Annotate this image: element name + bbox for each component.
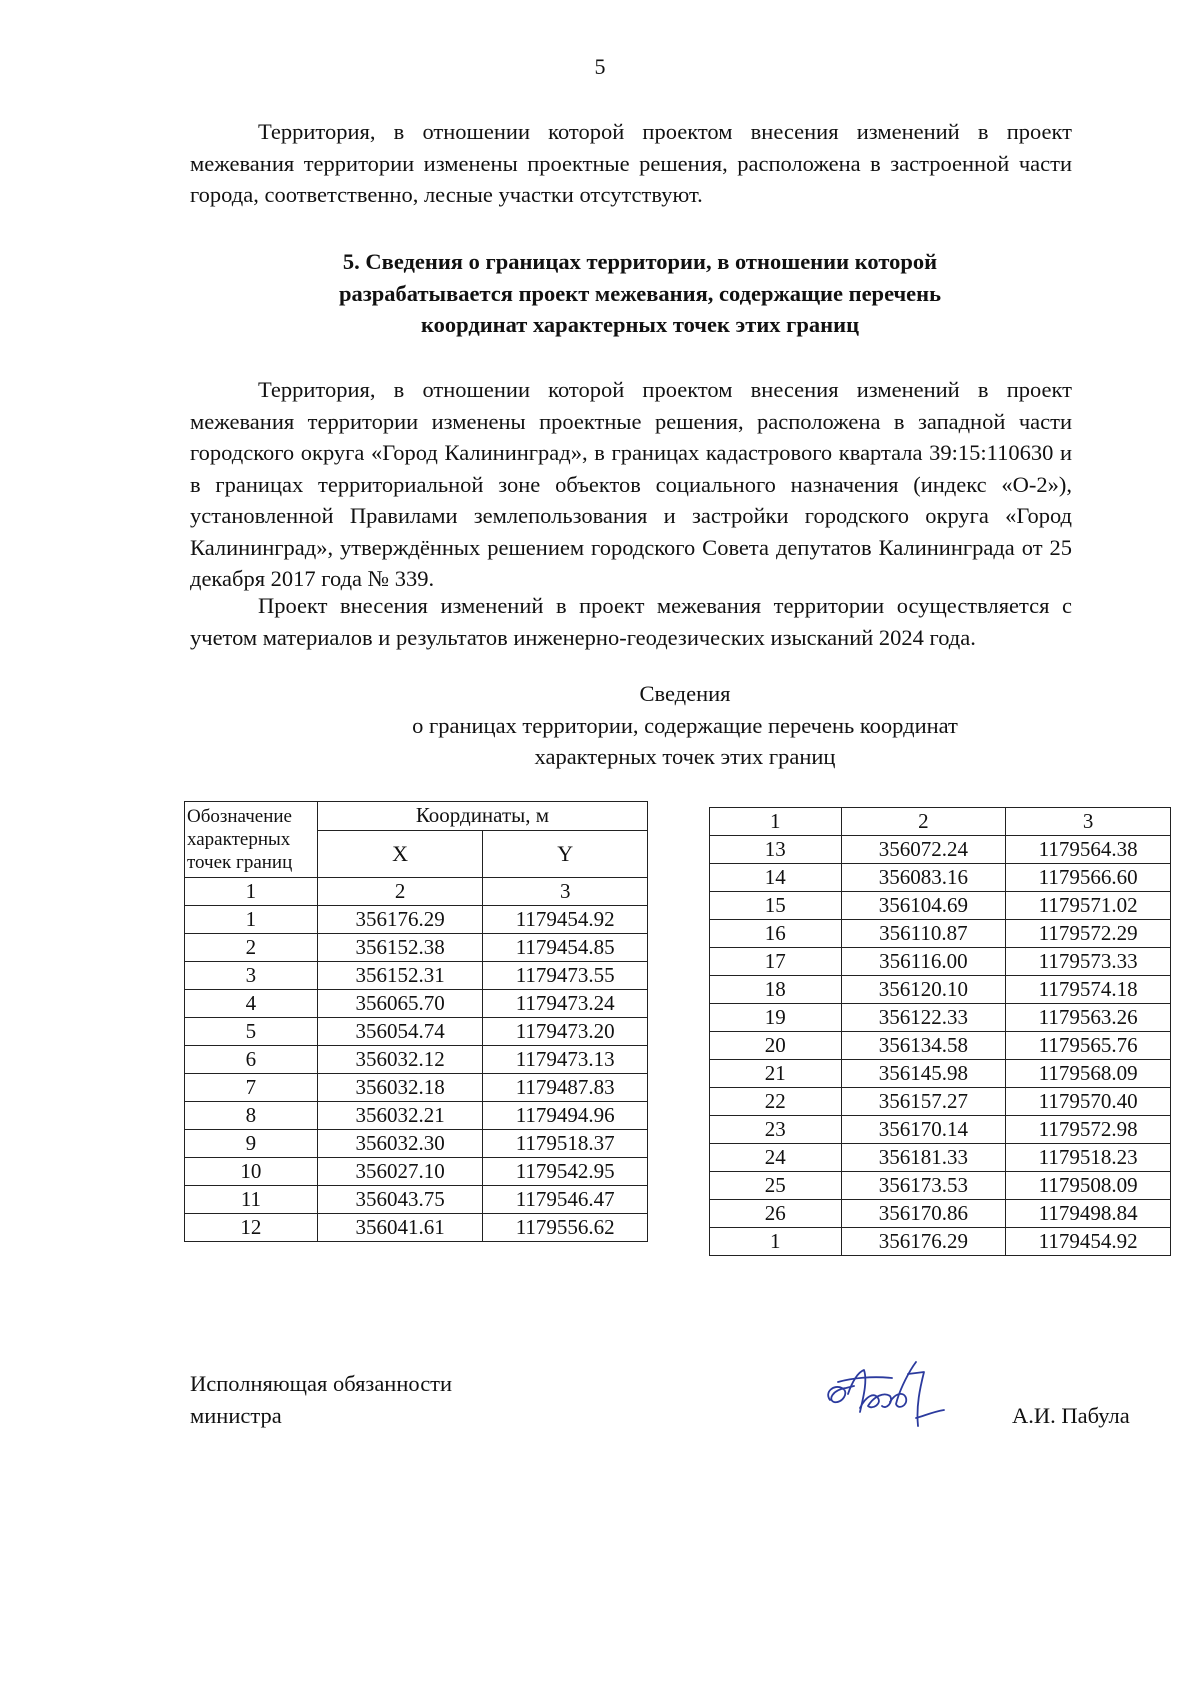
point-id: 5: [185, 1018, 318, 1046]
point-id: 25: [710, 1172, 842, 1200]
table-row: [185, 1046, 648, 1074]
point-id: 17: [710, 948, 842, 976]
y-value: 1179494.96: [483, 1102, 648, 1130]
x-value: 356104.69: [841, 892, 1006, 920]
table-row: [185, 1102, 648, 1130]
signature-stroke: [860, 1394, 891, 1408]
handwritten-signature: [812, 1352, 962, 1452]
signature-stroke: [848, 1370, 865, 1412]
x-value: 356041.61: [317, 1214, 483, 1242]
table-row: [710, 1116, 1171, 1144]
table-row: [710, 1004, 1171, 1032]
signatory-title: [190, 1368, 452, 1432]
point-id: 7: [185, 1074, 318, 1102]
caption-line: о границах территории, содержащие перечень координат: [412, 712, 958, 738]
x-value: 356152.31: [317, 962, 483, 990]
section-heading-line: 5. Сведения о границах территории, в отношении которой: [342, 249, 938, 274]
point-id: 24: [710, 1144, 842, 1172]
coords-header: Координаты, м: [317, 802, 647, 831]
coordinates-table-left: [184, 801, 648, 1242]
table-row: [710, 1032, 1171, 1060]
x-value: 356157.27: [841, 1088, 1006, 1116]
y-value: 1179518.23: [1006, 1144, 1171, 1172]
x-value: 356065.70: [317, 990, 483, 1018]
point-id: 6: [185, 1046, 318, 1074]
y-value: 1179473.13: [483, 1046, 648, 1074]
y-value: 1179498.84: [1006, 1200, 1171, 1228]
territory-paragraph: Территория, в отношении которой проектом внесения изменений в проект межевания территории изменены проектные решения, расположена в западной части городского округа «Город Калининград», в границах кадастрового квартала 39:15:110630 и в границах территориальной зоне объектов социального назначения (индекс «О-2»), установленной Правилами землепользования и застройки городского округа «Город Калининград», утверждённых решением городского Совета депутатов Калининграда от 25 декабря 2017 года № 339.: [190, 377, 1072, 591]
caption-line: характерных точек этих границ: [534, 744, 836, 769]
point-id: 10: [185, 1158, 318, 1186]
y-value: 1179574.18: [1006, 976, 1171, 1004]
y-value: 1179546.47: [483, 1186, 648, 1214]
x-value: 356170.14: [841, 1116, 1006, 1144]
y-value: 1179563.26: [1006, 1004, 1171, 1032]
x-value: 356170.86: [841, 1200, 1006, 1228]
y-value: 1179571.02: [1006, 892, 1171, 920]
table-row: [710, 920, 1171, 948]
x-value: 356054.74: [317, 1018, 483, 1046]
table-row: [710, 948, 1171, 976]
x-value: 356032.30: [317, 1130, 483, 1158]
point-id: 9: [185, 1130, 318, 1158]
table-row: [710, 1200, 1171, 1228]
y-value: 1179556.62: [483, 1214, 648, 1242]
signature-strokes: [828, 1362, 944, 1426]
y-value: 1179572.29: [1006, 920, 1171, 948]
table-row: [710, 1172, 1171, 1200]
y-value: 1179473.55: [483, 962, 648, 990]
point-id: 12: [185, 1214, 318, 1242]
x-value: 356173.53: [841, 1172, 1006, 1200]
caption-line: Сведения: [639, 681, 731, 706]
x-value: 356152.38: [317, 934, 483, 962]
table-row: [710, 836, 1171, 864]
y-value: 1179454.92: [1006, 1228, 1171, 1256]
x-value: 356032.12: [317, 1046, 483, 1074]
x-value: 356176.29: [841, 1228, 1006, 1256]
y-header: Y: [483, 830, 648, 877]
table-row: [185, 962, 648, 990]
x-value: 356134.58: [841, 1032, 1006, 1060]
table-row: [710, 1144, 1171, 1172]
table-row: [710, 1228, 1171, 1256]
y-value: 1179508.09: [1006, 1172, 1171, 1200]
y-value: 1179454.85: [483, 934, 648, 962]
table-row: [185, 990, 648, 1018]
intro-paragraph: Территория, в отношении которой проектом внесения изменений в проект межевания территории изменены проектные решения, расположена в застроенной части города, соответственно, лесные участки отсутствуют.: [190, 119, 1072, 207]
point-id: 1: [710, 1228, 842, 1256]
column-number: 2: [317, 878, 483, 906]
survey-paragraph: Проект внесения изменений в проект межевания территории осуществляется с учетом материалов и результатов инженерно-геодезических изысканий 2024 года.: [190, 593, 1072, 650]
point-id: 13: [710, 836, 842, 864]
point-id: 3: [185, 962, 318, 990]
column-number: 2: [841, 808, 1006, 836]
point-id: 18: [710, 976, 842, 1004]
coordinates-table-right: [709, 807, 1171, 1256]
signatory-name: А.И. Пабула: [1012, 1403, 1130, 1428]
point-id: 11: [185, 1186, 318, 1214]
y-value: 1179572.98: [1006, 1116, 1171, 1144]
y-value: 1179473.24: [483, 990, 648, 1018]
y-value: 1179518.37: [483, 1130, 648, 1158]
y-value: 1179542.95: [483, 1158, 648, 1186]
y-value: 1179566.60: [1006, 864, 1171, 892]
point-id: 21: [710, 1060, 842, 1088]
table-row: [185, 1214, 648, 1242]
table-row: [185, 1074, 648, 1102]
x-value: 356043.75: [317, 1186, 483, 1214]
point-id: 4: [185, 990, 318, 1018]
x-value: 356122.33: [841, 1004, 1006, 1032]
page-number: 5: [594, 54, 606, 79]
point-id: 15: [710, 892, 842, 920]
y-value: 1179454.92: [483, 906, 648, 934]
point-id: 16: [710, 920, 842, 948]
y-value: 1179570.40: [1006, 1088, 1171, 1116]
y-value: 1179573.33: [1006, 948, 1171, 976]
section-heading: [190, 246, 1090, 341]
point-id: 19: [710, 1004, 842, 1032]
y-value: 1179473.20: [483, 1018, 648, 1046]
point-id: 14: [710, 864, 842, 892]
point-id: 23: [710, 1116, 842, 1144]
x-header: X: [317, 830, 483, 877]
table-row: [710, 1088, 1171, 1116]
column-number: 3: [483, 878, 648, 906]
x-value: 356032.21: [317, 1102, 483, 1130]
signatory-title-line: Исполняющая обязанности: [190, 1371, 453, 1396]
point-id: 22: [710, 1088, 842, 1116]
x-value: 356181.33: [841, 1144, 1006, 1172]
signature-stroke: [890, 1362, 916, 1407]
table-row: [185, 1018, 648, 1046]
column-number: 1: [185, 878, 318, 906]
signatory-title-line: министра: [190, 1403, 282, 1428]
x-value: 356032.18: [317, 1074, 483, 1102]
table-row: [185, 1130, 648, 1158]
point-id: 2: [185, 934, 318, 962]
x-value: 356176.29: [317, 906, 483, 934]
point-id: 20: [710, 1032, 842, 1060]
x-value: 356116.00: [841, 948, 1006, 976]
table-row: [710, 1060, 1171, 1088]
point-id: 26: [710, 1200, 842, 1228]
signature-stroke: [916, 1410, 944, 1418]
point-id: 8: [185, 1102, 318, 1130]
table-caption: [300, 678, 1070, 773]
table-row: [185, 906, 648, 934]
y-value: 1179564.38: [1006, 836, 1171, 864]
y-value: 1179565.76: [1006, 1032, 1171, 1060]
section-heading-line: координат характерных точек этих границ: [420, 312, 860, 337]
table-row: [185, 1186, 648, 1214]
table-row: [710, 892, 1171, 920]
x-value: 356120.10: [841, 976, 1006, 1004]
x-value: 356110.87: [841, 920, 1006, 948]
x-value: 356145.98: [841, 1060, 1006, 1088]
point-id: 1: [185, 906, 318, 934]
column-number: 3: [1006, 808, 1171, 836]
x-value: 356083.16: [841, 864, 1006, 892]
x-value: 356072.24: [841, 836, 1006, 864]
table-row: [185, 934, 648, 962]
table-row: [710, 864, 1171, 892]
x-value: 356027.10: [317, 1158, 483, 1186]
table-row: [710, 976, 1171, 1004]
point-label-header: Обозначение характерных точек границ: [185, 802, 318, 878]
y-value: 1179487.83: [483, 1074, 648, 1102]
y-value: 1179568.09: [1006, 1060, 1171, 1088]
section-heading-line: разрабатывается проект межевания, содержащие перечень: [338, 280, 942, 306]
table-row: [185, 1158, 648, 1186]
column-number: 1: [710, 808, 842, 836]
